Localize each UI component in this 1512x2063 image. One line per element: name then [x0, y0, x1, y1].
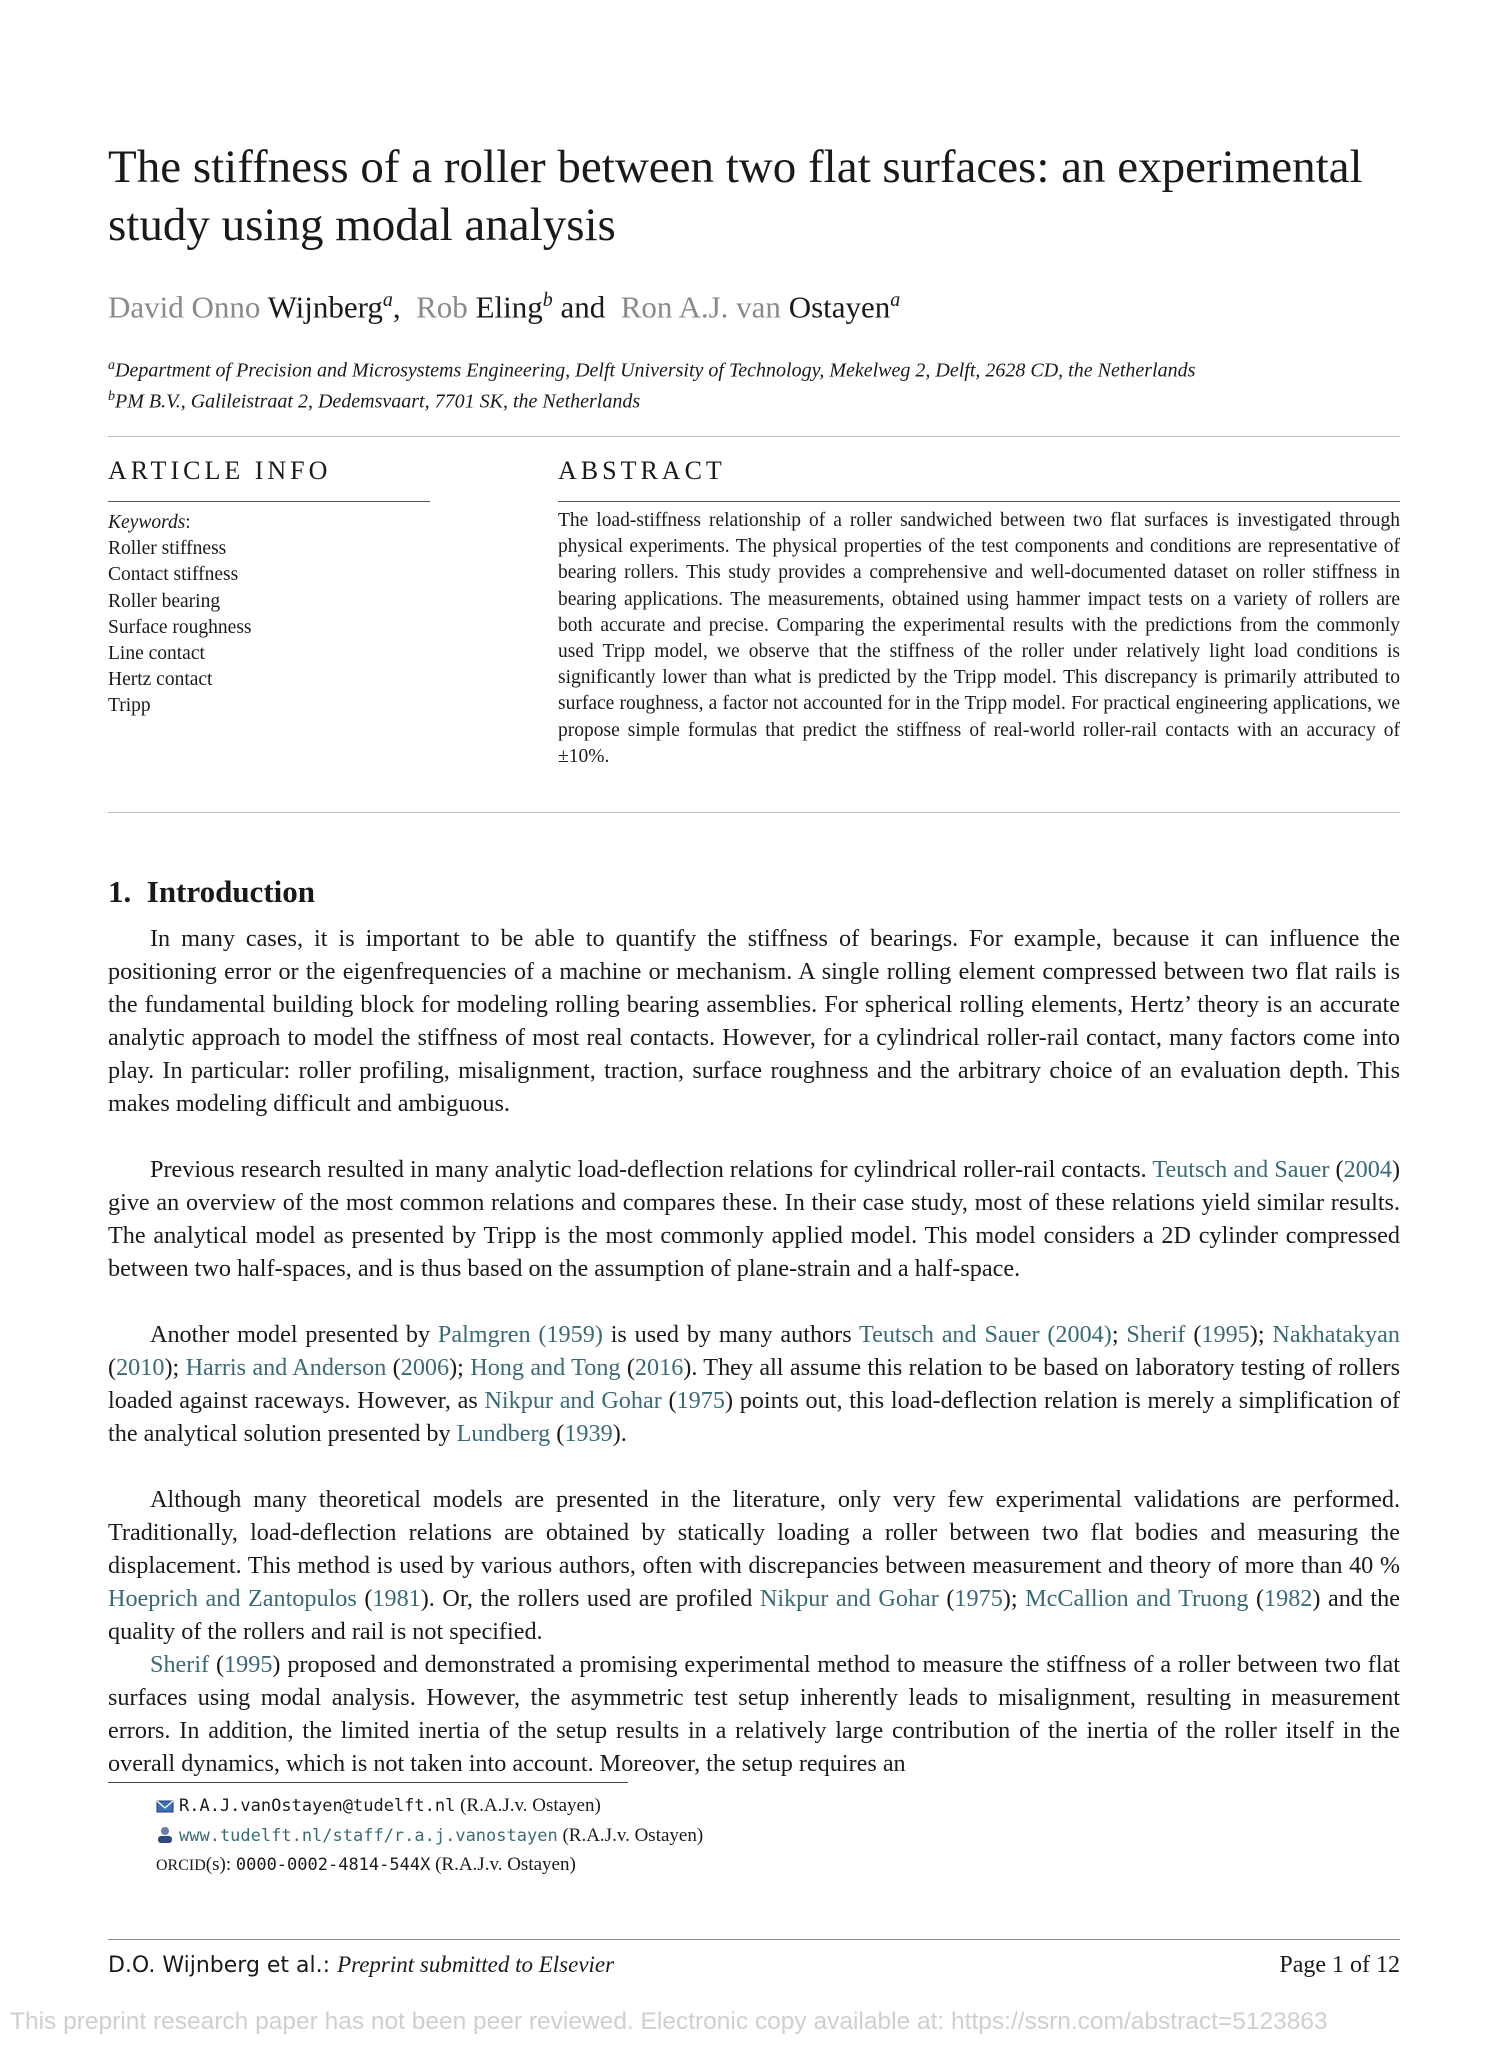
paragraph-text: ( [386, 1354, 401, 1381]
paragraph-text: ); [1249, 1321, 1273, 1348]
citation-link[interactable]: Teutsch and Sauer [1152, 1156, 1330, 1183]
keywords-label: Keywords: [108, 512, 191, 533]
citation-link[interactable]: Nikpur and Gohar [484, 1387, 662, 1414]
orcid-suffix: (s): [205, 1854, 236, 1875]
author-given-name: Ron A.J. van [620, 289, 789, 325]
citation-link[interactable]: Lundberg [456, 1420, 551, 1447]
author-separator: , [392, 289, 417, 325]
citation-link[interactable]: 2006 [400, 1354, 450, 1381]
affiliation-b [108, 383, 640, 416]
header-divider [108, 436, 1400, 437]
author-affiliation-mark: a [382, 289, 393, 311]
paragraph-text: ( [661, 1387, 677, 1414]
author-given-name: Rob [416, 289, 476, 325]
author-affiliation-mark: a [890, 289, 901, 311]
paragraph-text: ); [1002, 1585, 1026, 1612]
footnote-orcid [156, 1851, 576, 1880]
citation-link[interactable]: 2010 [116, 1354, 165, 1381]
abstract-rule [558, 501, 1400, 502]
paragraph-text: ) proposed and demonstrated a promising experimental method to measure the stiffness of a roller between two flat surfaces using modal analysis. However, the asymmetric test setup inherently leads to misalignment, resulting in measurement errors. In addition, the limited inertia of the setup results in a relatively large contribution of the inertia of the roller itself in the overall dynamics, which is not taken into account. Moreover, the setup requires an [108, 1651, 1400, 1777]
body-paragraph [108, 1318, 1400, 1450]
paragraph-text: Although many theoretical models are presented in the literature, only very few experimental validations are performed. Traditionally, load-deflection relations are obtained by statically loading a roller between two flat bodies and measuring the displacement. This method is used by various authors, often with discrepancies between measurement and theory of more than 40 % [108, 1486, 1400, 1579]
person-icon [156, 1825, 174, 1853]
citation-link[interactable]: Teutsch and Sauer (2004) [859, 1321, 1112, 1348]
orcid-label: ORCID [156, 1857, 206, 1874]
body-paragraph [108, 1483, 1400, 1648]
citation-link[interactable]: 2016 [634, 1354, 684, 1381]
paragraph-text: ). They all assume this relation to be based on laboratory testing of rollers loaded against raceways. However, as [108, 1354, 1401, 1414]
paragraph-text: ( [938, 1585, 955, 1612]
citation-link[interactable]: 1975 [676, 1387, 725, 1414]
keyword-item: Surface roughness [108, 616, 252, 638]
paragraph-text: ( [209, 1651, 225, 1678]
orcid-id: 0000-0002-4814-544X [235, 1855, 431, 1875]
paragraph-text: is used by many authors [602, 1321, 859, 1348]
author-family-name: Ostayen [788, 289, 891, 325]
author-family-name: Eling [475, 289, 543, 325]
paragraph-text: In many cases, it is important to be able to quantify the stiffness of bearings. For example, because it can influence the positioning error or the eigenfrequencies of a machine or mechanism. A single rolling element compressed between two flat rails is the fundamental building block for modeling rolling bearing assemblies. For spherical rolling elements, Hertz’ theory is an accurate analytic approach to model the stiffness of most real contacts. However, for a cylindrical roller-rail contact, many factors come into play. In particular: roller profiling, misalignment, traction, surface roughness and the arbitrary choice of an evaluation depth. This makes modeling difficult and ambiguous. [108, 925, 1400, 1117]
paragraph-text: ) give an overview of the most common relations and compares these. In their case study, most of these relations yield similar results. The analytical model as presented by Tripp is the most commonly applied model. This model considers a 2D cylinder compressed between two half-spaces, and is thus based on the assumption of plane-strain and a half-space. [108, 1156, 1401, 1282]
citation-link[interactable]: 2004 [1343, 1156, 1392, 1183]
paragraph-text: ( [620, 1354, 635, 1381]
section-title: Introduction [146, 874, 315, 909]
keyword-item: Contact stiffness [108, 564, 239, 586]
section-heading [108, 872, 315, 912]
paper-title: The stiffness of a roller between two flat surfaces: an experimental study using modal analysis [108, 141, 1363, 251]
author-family-name: Wijnberg [267, 289, 383, 325]
keywords-list [108, 510, 252, 720]
body-paragraph [108, 1153, 1400, 1285]
citation-link[interactable]: 1975 [954, 1585, 1003, 1612]
email-owner: (R.A.J.v. Ostayen) [460, 1795, 601, 1816]
paragraph-text: ( [550, 1420, 565, 1447]
abstract-divider [108, 812, 1400, 813]
orcid-owner: (R.A.J.v. Ostayen) [435, 1854, 576, 1875]
citation-link[interactable]: 1981 [372, 1585, 421, 1612]
body-paragraph [108, 1648, 1400, 1780]
citation-link[interactable]: McCallion and Truong [1025, 1585, 1249, 1612]
footnote-url [156, 1822, 703, 1853]
abstract-text: The load-stiffness relationship of a roller sandwiched between two flat surfaces is investigated through physical experiments. The physical properties of the test components and conditions are representative of bearing rollers. This study provides a comprehensive and well-documented dataset on roller stiffness in bearing applications. The measurements, obtained using hammer impact tests on a variety of rollers are both accurate and precise. Comparing the experimental results with the predictions from the commonly used Tripp model, we observe that the stiffness of the roller under relatively light load conditions is significantly lower than what is predicted by the Tripp model. This discrepancy is primarily attributed to surface roughness, a factor not accounted for in the Tripp model. For practical engineering applications, we propose simple formulas that predict the stiffness of real-world roller-rail contacts with an accuracy of ±10%. [558, 510, 1400, 767]
paragraph-text: Another model presented by [150, 1321, 438, 1348]
paragraph-text: ) points out, this load-deflection relation is merely a simplification of the analytical solution presented by [108, 1387, 1400, 1447]
article-info-rule [108, 501, 430, 502]
affiliation-a [108, 352, 1195, 385]
envelope-icon [156, 1795, 174, 1823]
paragraph-text: ( [1329, 1156, 1344, 1183]
footer-rule [108, 1939, 1400, 1940]
paragraph-text: ). [612, 1420, 627, 1447]
paragraph-text: ) and the quality of the rollers and rail is not specified. [108, 1585, 1400, 1645]
running-footer [108, 1950, 614, 1981]
footer-venue: Preprint submitted to Elsevier [337, 1952, 615, 1977]
footnote-email [156, 1792, 601, 1823]
keyword-item: Hertz contact [108, 669, 213, 691]
citation-link[interactable]: Sherif [150, 1651, 210, 1678]
citation-link[interactable]: Hoeprich and Zantopulos [108, 1585, 357, 1612]
keyword-item: Roller stiffness [108, 538, 227, 560]
page-number: Page 1 of 12 [1279, 1952, 1400, 1978]
affiliation-a-text: Department of Precision and Microsystems Engineering, Delft University of Technology, Mekelweg 2, Delft, 2628 CD, the Netherlands [115, 359, 1196, 382]
citation-link[interactable]: Hong and Tong [470, 1354, 621, 1381]
body-paragraph [108, 922, 1400, 1120]
citation-link[interactable]: 1982 [1264, 1585, 1313, 1612]
ssrn-watermark: This preprint research paper has not been peer reviewed. Electronic copy available at: https://ssrn.com/abstract=5123863 [10, 2008, 1328, 2035]
author-separator: and [552, 289, 621, 325]
url-owner: (R.A.J.v. Ostayen) [562, 1825, 704, 1846]
paragraph-text: ( [108, 1354, 117, 1381]
footnote-rule [108, 1782, 628, 1783]
keyword-item: Line contact [108, 643, 205, 665]
affiliation-b-mark: b [108, 389, 115, 404]
author-affiliation-mark: b [542, 289, 553, 311]
author-given-name: David Onno [108, 289, 268, 325]
abstract-heading: ABSTRACT [558, 456, 726, 485]
email-link[interactable]: R.A.J.vanOstayen@tudelft.nl [179, 1796, 456, 1816]
section-number: 1. [108, 874, 132, 909]
citation-link[interactable]: Nakhatakyan [1272, 1321, 1400, 1348]
affiliation-a-mark: a [108, 358, 115, 373]
paragraph-text: ); [164, 1354, 186, 1381]
homepage-link[interactable]: www.tudelft.nl/staff/r.a.j.vanostayen [179, 1826, 558, 1846]
affiliation-b-text: PM B.V., Galileistraat 2, Dedemsvaart, 7701 SK, the Netherlands [115, 390, 641, 413]
paragraph-text: ); [449, 1354, 471, 1381]
keyword-item: Roller bearing [108, 590, 221, 612]
paragraph-text: ( [1185, 1321, 1202, 1348]
citation-link[interactable]: Sherif [1126, 1321, 1186, 1348]
paragraph-text: ( [1248, 1585, 1265, 1612]
citation-link[interactable]: 1995 [224, 1651, 273, 1678]
author-list [108, 280, 900, 327]
citation-link[interactable]: 1995 [1201, 1321, 1250, 1348]
citation-link[interactable]: Harris and Anderson [185, 1354, 387, 1381]
citation-link[interactable]: Nikpur and Gohar [759, 1585, 939, 1612]
footer-authors: D.O. Wijnberg et al.: [108, 1953, 331, 1978]
paragraph-text: ; [1111, 1321, 1127, 1348]
paragraph-text: ). Or, the rollers used are profiled [420, 1585, 760, 1612]
citation-link[interactable]: 1939 [564, 1420, 613, 1447]
article-info-heading: ARTICLE INFO [108, 456, 332, 485]
paragraph-text: ( [356, 1585, 373, 1612]
paragraph-text: Previous research resulted in many analytic load-deflection relations for cylindrical roller-rail contacts. [150, 1156, 1153, 1183]
citation-link[interactable]: Palmgren (1959) [437, 1321, 603, 1348]
keyword-item: Tripp [108, 695, 151, 717]
